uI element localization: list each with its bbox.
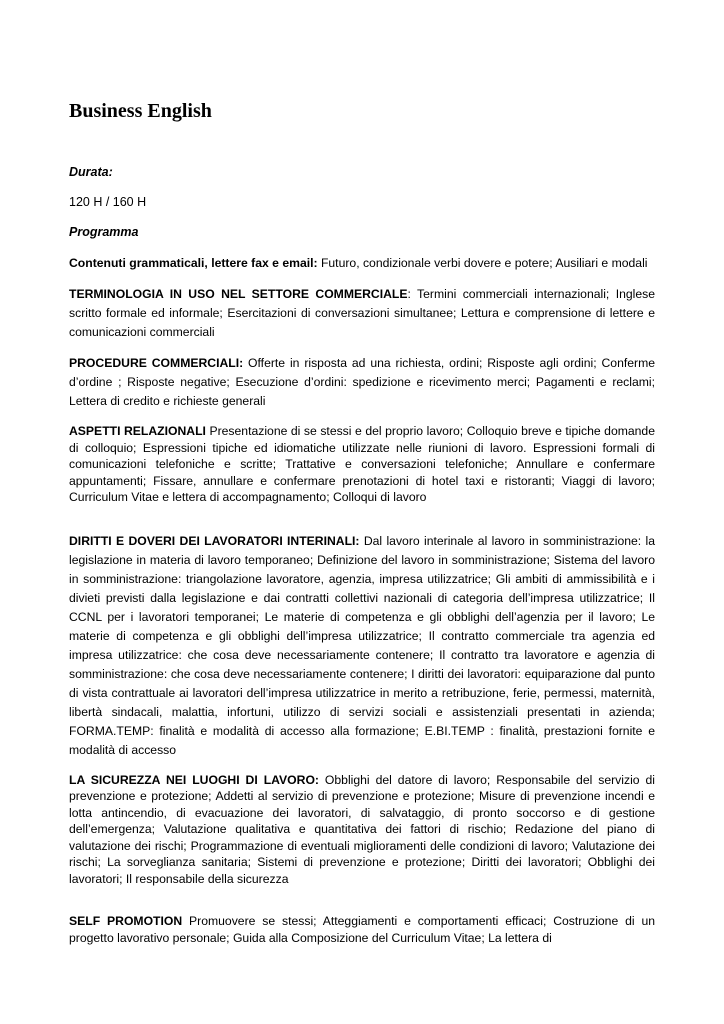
section-heading: TERMINOLOGIA IN USO NEL SETTORE COMMERCIALE: [69, 287, 408, 301]
section-body: Obblighi del datore di lavoro; Responsabile del servizio di prevenzione e protezione; Addetti al servizio di prevenzione e protezione; Misure di prevenzione incendi e lotta antincendio, di evacuazione dei lavoratori, di salvataggio, di pronto soccorso e di gestione dell’emergenza; Valutazione qualitativa e quantitativa dei fattori di rischio; Redazione del piano di valutazione dei rischi; Programmazione di eventuali miglioramenti delle condizioni di lavoro; Valutazione dei rischi; La sorveglianza sanitaria; Sistemi di prevenzione e protezione; Diritti dei lavoratori; Obblighi dei lavoratori; Il responsabile della sicurezza: [69, 772, 655, 886]
program-label: Programma: [69, 225, 139, 239]
section-safety: [69, 772, 655, 888]
section-worker-rights: [69, 532, 655, 760]
section-body: Dal lavoro interinale al lavoro in somministrazione: la legislazione in materia di lavoro temporaneo; Definizione del lavoro in somministrazione; Sistema del lavoro in somministrazione: triangolazione lavoratore, agenzia, impresa utilizzatrice; Gli ambiti di ammissibilità e i divieti previsti dalla legislazione e dai contratti collettivi nazionali di categoria dell’impresa utilizzatrice; Il CCNL per i lavoratori temporanei; Le materie di competenza e gli obblighi dell’agenzia per il lavoro; Le materie di competenza e gli obblighi dell’impresa utilizzatrice; Il contratto commerciale tra agenzia ed impresa utilizzatrice: che cosa deve necessariamente contenere; Il contratto tra lavoratore e agenzia di somministrazione: che cosa deve necessariamente contenere; I diritti dei lavoratori: equiparazione dal punto di vista contrattuale ai lavoratori dell’impresa utilizzatrice in merito a retribuzione, ferie, permessi, maternità, libertà sindacali, malattia, infortuni, utilizzo di servizi sociali e assistenziali presentati in azienda; FORMA.TEMP: finalità e modalità di accesso alla formazione; E.BI.TEMP : finalità, prestazioni fornite e modalità di accesso: [69, 533, 656, 757]
section-self-promotion: [69, 913, 655, 946]
duration-value: 120 H / 160 H: [69, 195, 147, 209]
section-terminology: [69, 285, 655, 342]
section-heading: DIRITTI E DOVERI DEI LAVORATORI INTERINALI:: [69, 533, 360, 548]
section-body: Futuro, condizionale verbi dovere e potere; Ausiliari e modali: [317, 256, 648, 270]
document-title: Business English: [69, 100, 212, 122]
section-body: Presentazione di se stessi e del proprio lavoro; Colloquio breve e tipiche domande di colloquio; Espressioni tipiche ed idiomatiche utilizzate nelle riunioni di lavoro. Espressioni formali di comunicazioni telefoniche e scritte; Trattative e conversazioni telefoniche; Annullare e confermare appuntamenti; Fissare, annullare e confermare prenotazioni di hotel taxi e ristoranti; Viaggi di lavoro; Curriculum Vitae e lettera di accompagnamento; Colloqui di lavoro: [69, 424, 655, 504]
section-heading: SELF PROMOTION: [69, 914, 183, 928]
section-body: Promuovere se stessi; Atteggiamenti e comportamenti efficaci; Costruzione di un progetto lavorativo personale; Guida alla Composizione del Curriculum Vitae; La lettera di: [69, 914, 656, 945]
section-heading: LA SICUREZZA NEI LUOGHI DI LAVORO:: [69, 772, 319, 787]
section-body: : Termini commerciali internazionali; Inglese scritto formale ed informale; Esercitazioni di conversazioni simultanee; Lettura e comprensione di lettere e comunicazioni commerciali: [69, 287, 655, 339]
section-body: Offerte in risposta ad una richiesta, ordini; Risposte agli ordini; Conferme d’ordine ; Risposte negative; Esecuzione d’ordini: spedizione e ricevimento merci; Pagamenti e reclami; Lettera di credito e richieste generali: [69, 356, 655, 408]
section-heading: ASPETTI RELAZIONALI: [69, 424, 206, 438]
duration-label: Durata:: [69, 165, 113, 179]
section-procedures: [69, 354, 655, 411]
section-heading: Contenuti grammaticali, lettere fax e email:: [69, 256, 318, 270]
section-heading: PROCEDURE COMMERCIALI:: [69, 356, 244, 370]
document-content: [69, 98, 655, 958]
section-relations: [69, 423, 655, 506]
section-grammar: [69, 254, 655, 273]
